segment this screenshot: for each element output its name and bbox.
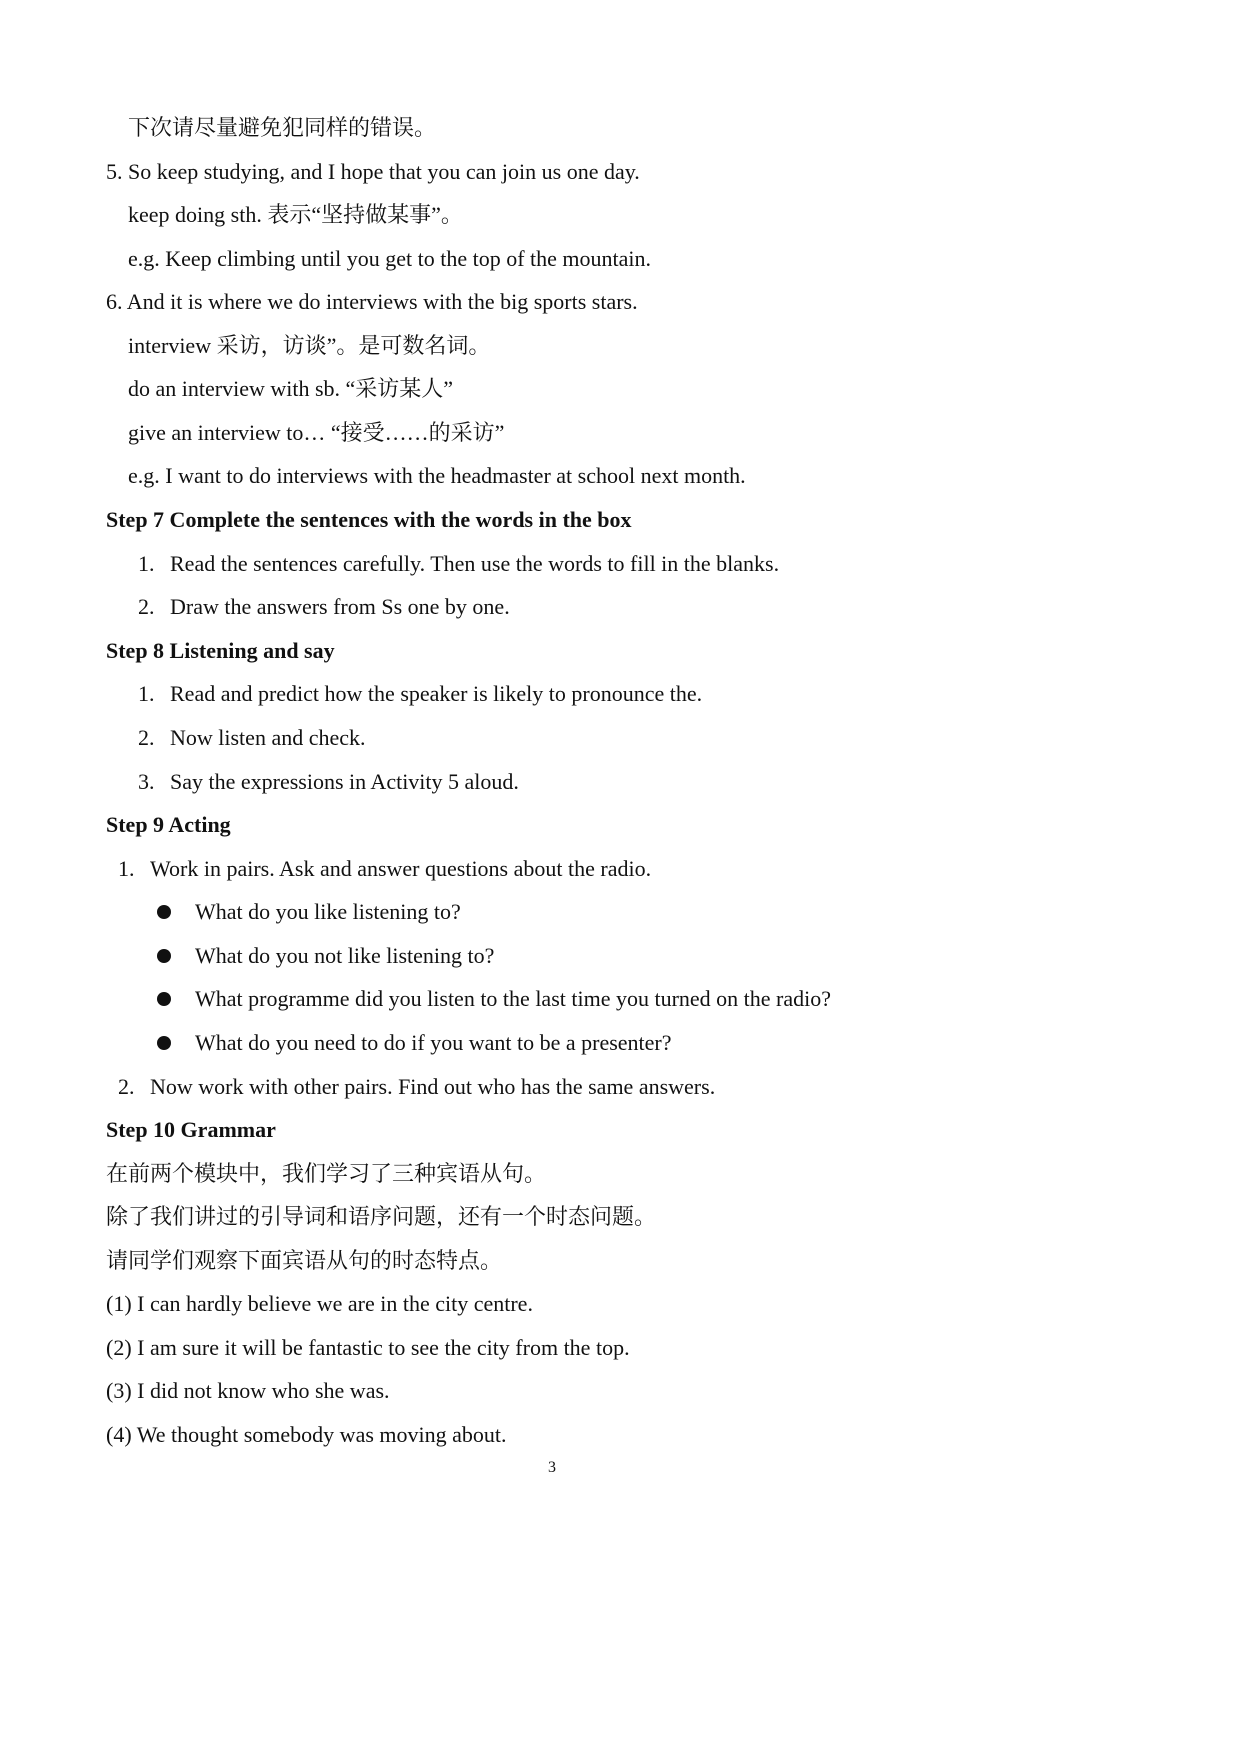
- bullet-dot: [157, 1036, 171, 1050]
- grammar-line-1: 在前两个模块中，我们学习了三种宾语从句。: [106, 1161, 547, 1186]
- step7-item-2-text: Draw the answers from Ss one by one.: [170, 594, 510, 619]
- note-line-6: interview 采访，访谈”。是可数名词。: [128, 333, 491, 358]
- note-line-9: e.g. I want to do interviews with the headmaster at school next month.: [128, 463, 746, 488]
- bullet-item-1: What do you like listening to?: [195, 899, 461, 924]
- bullet-dot: [157, 992, 171, 1006]
- example-sentence-1: (1) I can hardly believe we are in the city centre.: [106, 1291, 533, 1316]
- example-sentence-2: (2) I am sure it will be fantastic to see the city from the top.: [106, 1335, 630, 1360]
- step7-item-1-number: 1.: [138, 551, 155, 576]
- note-line-3: keep doing sth. 表示“坚持做某事”。: [128, 202, 463, 227]
- step8-item-2-number: 2.: [138, 725, 155, 750]
- page-number: 3: [548, 1459, 556, 1476]
- step8-item-3-text: Say the expressions in Activity 5 aloud.: [170, 769, 519, 794]
- step9-item-2-text: Now work with other pairs. Find out who has the same answers.: [150, 1074, 716, 1099]
- note-line-1: 下次请尽量避免犯同样的错误。: [128, 115, 437, 140]
- step9-item-2-number: 2.: [118, 1074, 135, 1099]
- step8-item-1-text: Read and predict how the speaker is likely to pronounce the.: [170, 681, 703, 706]
- example-sentence-3: (3) I did not know who she was.: [106, 1378, 390, 1403]
- note-line-7: do an interview with sb. “采访某人”: [128, 376, 454, 401]
- bullet-dot: [157, 905, 171, 919]
- step9-item-1-text: Work in pairs. Ask and answer questions about the radio.: [150, 856, 652, 881]
- grammar-line-3: 请同学们观察下面宾语从句的时态特点。: [106, 1248, 503, 1273]
- step7-item-1-text: Read the sentences carefully. Then use the words to fill in the blanks.: [170, 551, 780, 576]
- step10-heading: Step 10 Grammar: [106, 1117, 276, 1142]
- step8-item-2-text: Now listen and check.: [170, 725, 366, 750]
- step8-item-3-number: 3.: [138, 769, 155, 794]
- note-line-5: 6. And it is where we do interviews with the big sports stars.: [106, 289, 638, 314]
- example-sentence-4: (4) We thought somebody was moving about.: [106, 1422, 507, 1447]
- step9-item-1-number: 1.: [118, 856, 135, 881]
- note-line-4: e.g. Keep climbing until you get to the top of the mountain.: [128, 246, 652, 271]
- grammar-line-2: 除了我们讲过的引导词和语序问题，还有一个时态问题。: [106, 1204, 657, 1229]
- step9-heading: Step 9 Acting: [106, 812, 231, 837]
- bullet-item-3: What programme did you listen to the last time you turned on the radio?: [195, 986, 832, 1011]
- step8-item-1-number: 1.: [138, 681, 155, 706]
- note-line-2: 5. So keep studying, and I hope that you can join us one day.: [106, 159, 640, 184]
- note-line-8: give an interview to… “接受……的采访”: [128, 420, 505, 445]
- bullet-item-4: What do you need to do if you want to be a presenter?: [195, 1030, 672, 1055]
- bullet-item-2: What do you not like listening to?: [195, 943, 495, 968]
- step8-heading: Step 8 Listening and say: [106, 638, 335, 663]
- step7-item-2-number: 2.: [138, 594, 155, 619]
- bullet-dot: [157, 949, 171, 963]
- step7-heading: Step 7 Complete the sentences with the words in the box: [106, 507, 632, 532]
